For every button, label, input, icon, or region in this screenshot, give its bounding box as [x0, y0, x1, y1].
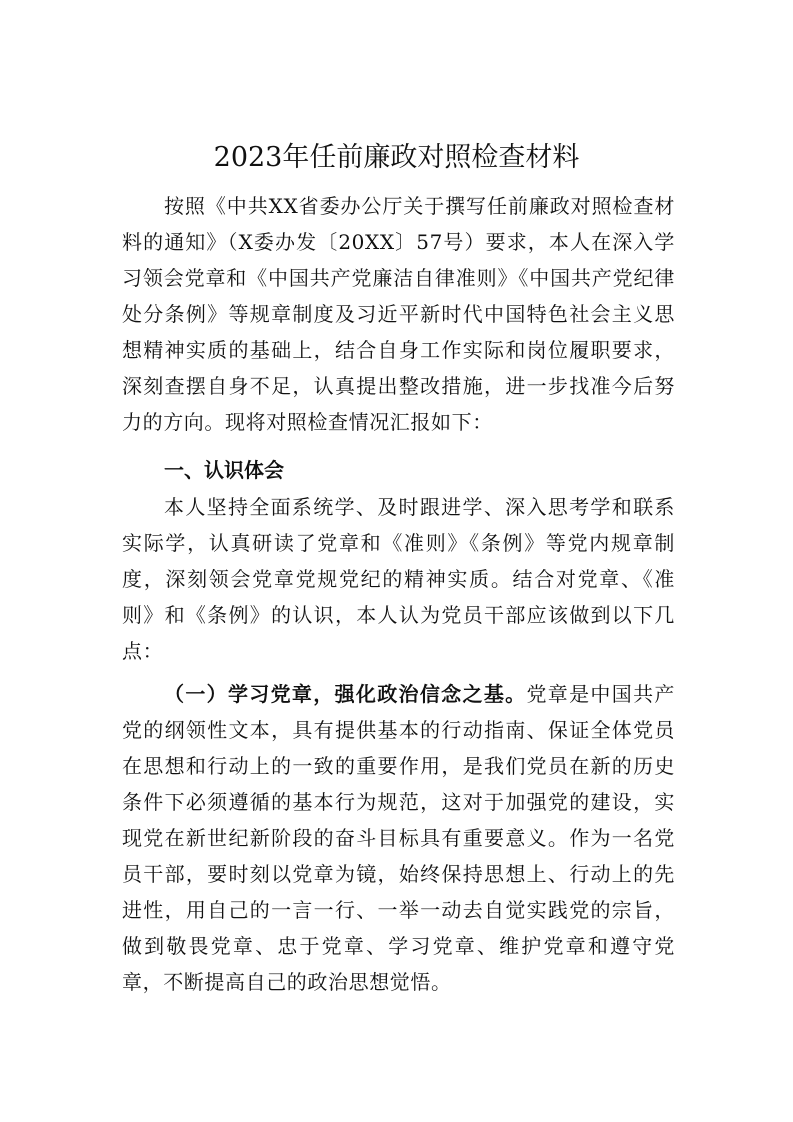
intro-paragraph: 按照《中共XX省委办公厅关于撰写任前廉政对照检查材料的通知》（X委办发〔20XX〕57号）要求，本人在深入学习领会党章和《中国共产党廉洁自律准则》《中国共产党纪律处分条例》等规章制度及习近平新时代中国特色社会主义思想精神实质的基础上，结合自身工作实际和岗位履职要求，深刻查摆自身不足，认真提出整改措施，进一步找准今后努力的方向。现将对照检查情况汇报如下：	[122, 194, 675, 434]
document-title: 2023年任前廉政对照检查材料	[213, 142, 580, 173]
subsection1-paragraph	[122, 676, 675, 1000]
subsection1-text: 党章是中国共产党的纲领性文本，具有提供基本的行动指南、保证全体党员在思想和行动上的一致的重要作用，是我们党员在新的历史条件下必须遵循的基本行为规范，这对于加强党的建设，实现党在新世纪新阶段的奋斗目标具有重要意义。作为一名党员干部，要时刻以党章为镜，始终保持思想上、行动上的先进性，用自己的一言一行、一举一动去自觉实践党的宗旨，做到敬畏党章、忠于党章、学习党章、维护党章和遵守党章，不断提高自己的政治思想觉悟。	[122, 682, 675, 994]
section1-paragraph: 本人坚持全面系统学、及时跟进学、深入思考学和联系实际学，认真研读了党章和《准则》《条例》等党内规章制度，深刻领会党章党规党纪的精神实质。结合对党章、《准则》和《条例》的认识，本人认为党员干部应该做到以下几点：	[122, 495, 675, 663]
subsection1-heading: （一）学习党章，强化政治信念之基。	[164, 682, 527, 706]
section-heading-understanding: 一、认识体会	[164, 458, 284, 482]
